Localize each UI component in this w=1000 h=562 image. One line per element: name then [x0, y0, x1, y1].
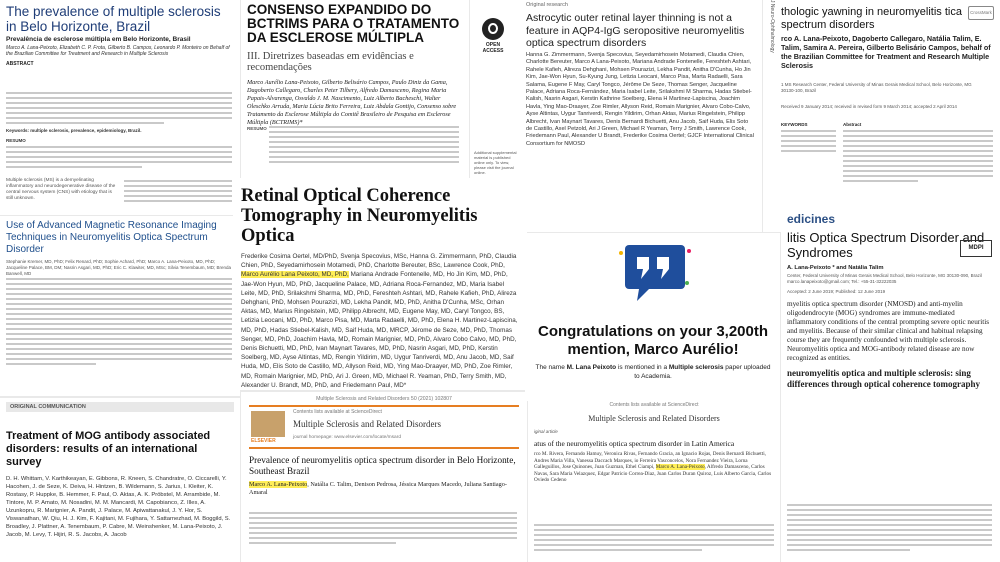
article-panel-oct [233, 178, 527, 390]
article-panel-nmosd-bh [241, 392, 527, 562]
article-subtitle: Prevalência de esclerose múltipla em Belo Horizonte, Brasil [6, 36, 191, 43]
resumo-text-lines [269, 126, 459, 166]
article-title: Retinal Optical Coherence Tomography in Neuromyelitis Optica [241, 186, 478, 246]
article-panel-mog-treatment [0, 398, 240, 562]
article-authors: Marco A. Lana-Peixoto, Natália C. Talim, Denison Pedrosa, Jéssica Marques Macedo, Juliana Santiago-Amaral [249, 481, 507, 496]
highlighted-author: Marco A. Lana-Peixoto [655, 464, 705, 471]
affiliations: 1 MS Research Center, Federal University of Minas Gerais Medical School, Belo Horizonte, MG 30130-100, Brazil [781, 82, 972, 93]
email: marco.lanapeixoto@gmail.com; Tel.: +55-31-32222035 [787, 278, 897, 284]
article-title: CONSENSO EXPANDIDO DO BCTRIMS PARA O TRATAMENTO DA ESCLEROSE MÚLTIPLA [247, 2, 460, 45]
abstract-text-lines [6, 92, 232, 127]
article-title: Astrocytic outer retinal layer thinning is not a feature in AQP4-IgG seropositive neuromyelitis optica spectrum disorders [526, 12, 745, 49]
journal-title: Multiple Sclerosis and Related Disorders [293, 419, 441, 429]
abstract-label: ABSTRACT [6, 61, 34, 67]
elsevier-logo [251, 411, 285, 437]
abstract-text-lines [843, 130, 993, 185]
article-type: Original research [526, 2, 568, 8]
article-title: thologic yawning in neuromyelitis tica spectrum disorders [781, 6, 962, 31]
journal-citation: Multiple Sclerosis and Related Disorders 50 (2021) 102807 [316, 396, 452, 402]
keywords-label: KEYWORDS [781, 122, 808, 127]
keywords: Keywords: multiple sclerosis, prevalence, epidemiology, Brazil. [6, 128, 142, 133]
journal-title: Multiple Sclerosis and Related Disorders [588, 414, 720, 423]
article-title: Use of Advanced Magnetic Resonance Imaging Techniques in Neuromyelitis Optica Spectrum Disorder [6, 220, 217, 255]
keywords-lines [781, 130, 836, 155]
article-authors: rco M. Rivera, Fernando Hamuy, Veronica Rivas, Fernando Gracia, an Ignacio Rojas, Denis Bernardi Bichuetti, Andres Maria Villa, Vanessa Daccach Marques, io Ferreira Vasconcelos, Nora Fernandez Vieira, Lorna Galleguillos, Jose Quinones, Juan Guzman, Ethel Ciampi, Marco A. Lana-Peixoto, Alfredo Damasceno, Carlos Navas, Sara Maria Velazquez, Edgar Patricio Correa-Diaz, Juan Carlos Duran Quiroz, Luis Alberto Garcia, Carlos Oviedo Cedeno [534, 451, 772, 484]
article-label: iginal article [534, 429, 558, 434]
highlighted-author: Marco A. Lana-Peixoto [249, 481, 308, 488]
mdpi-logo: MDPI [960, 240, 992, 257]
column-text-lines [124, 180, 232, 205]
affiliation: Center, Federal University of Minas Gerais Medical School, Belo Horizonte, MG 30130-090, Brazil [787, 272, 982, 278]
mention-message: The name M. Lana Peixoto is mentioned in a Multiple sclerosis paper uploaded to Academia. [535, 364, 771, 380]
dates: Accepted: 2 June 2019; Published: 12 June 2019 [787, 288, 886, 294]
article-authors: Marco Aurélio Lana-Peixoto, Gilberto Belisário Campos, Paulo Diniz da Gama, Dagoberto Callegaro, Charles Peter Tilbery, Alfredo Damasceno, Regina Maria Papais-Alvarenga, Osvaldo J. M. Nascimento, Luiz Alberto Bacheschi, Walter Oleschko Arruda, Maria Lúcia Brito Ferreira, Luiz Abdala Gontijo, Consenso sobre Tratamento da Esclerose Múltipla do Comitê Brasileiro de Pesquisa em Esclerose Múltipla (BCTRIMS)* [247, 79, 457, 126]
academia-mention-card [525, 233, 780, 401]
body-text-lines [534, 524, 774, 554]
contents-list: Contents lists available at ScienceDirect [293, 409, 382, 415]
resumo-label: RESUMO [6, 138, 26, 143]
resumo-label: RESUMO [247, 126, 267, 131]
journal-vertical-label: J Neuro-Ophthalmology [769, 0, 775, 53]
article-panel-nmosd-mog [781, 208, 1000, 562]
open-access-icon [482, 18, 504, 40]
article-authors: Marco A. Lana-Peixoto, Elizabeth C. P. Frota, Gilberto B. Campos, Leonardo P. Monteiro on Behalf of the Brazilian Committee for Treatment and Research in Multiple Sclerosis [6, 45, 230, 57]
quote-icon [619, 243, 691, 303]
article-title: Treatment of MOG antibody associated disorders: results of an international survey [6, 430, 211, 468]
article-authors: rco A. Lana-Peixoto, Dagoberto Callegaro, Natália Talim, E. Talim, Samira A. Pereira, Gilberto Belisário Campos, behalf of the Brazilian Committee for Treatment and Research Multiple Sclerosis [781, 34, 991, 70]
abstract-label: Abstract [843, 122, 862, 127]
article-authors: Stephanie Kremer, MD, PhD; Felix Renard, PhD; Sophie Achard, PhD; Marco A. Lana-Peixoto, MD, PhD; Jacqueline Palace, BM, DM; Nasrin Asgari, MD, PhD; Eric C. Klawiter, MD, MSc; Silvia Tenembaum, MD; Brenda Banwell, MD [6, 259, 231, 276]
journal-header [249, 405, 519, 449]
body-text-lines [249, 512, 517, 547]
contents-list: Contents lists available at ScienceDirect [609, 402, 699, 408]
journal-name: edicines [787, 212, 836, 226]
article-subtitle: III. Diretrizes baseadas em evidências e recomendações [247, 51, 414, 73]
article-title: The prevalence of multiple sclerosis in Belo Horizonte, Brazil [6, 4, 221, 34]
article-panel-ms-prevalence [0, 0, 240, 215]
supplemental-note: Additional supplemental material is published online only. To view, please visit the journal online. [474, 150, 517, 175]
article-panel-mri [0, 216, 240, 396]
highlighted-author: Marco Aurélio Lana Peixoto, MD, PhD, [241, 271, 349, 279]
article-authors: Hanna G. Zimmermann, Svenja Specovius, Seyedamirhosein Motamedi, Claudia Chien, Charlotte Bereuter, Marco A Lana-Peixoto, Mariana Andrade Fontenelle, Fereshteh Ashtari, Rahele Kafieh, Alireza Dehghani, Mohsen Pourazizi, Lekha Pandit, Anitha D'Cunha, Ho Jin Kim, Jae-Won Hyun, Su-Kyung Jung, Letizia Leocani, Marco Pisa, Marta Radaelli, Sara Salama, Eugene F May, Caryl Tongco, Jérôme De Seze, Thomas Senger, Jacqueline Palace, Adriana Roca-Fernández, Maria Isabel Leite, Srilakshmi M Sharma, Hadas Stiebel-Kalish, Nasrin Asgari, Kerstin Kathrine Soelberg, Elena H Martinez-Lapiscina, Joachim Havla, Ying Mao-Draayer, Zoe Rimler, Allyson Reid, Romain Marignier, Alvaro Cobo-Calvo, Ayse Altintas, Uygur Tanriverdi, Rengin Yildirim, Orhan Aktas, Marius Ringelstein, Philipp Albrecht, Ivan Maynart Tavares, Denis Bernardi Bichuetti, Anu Jacob, Saif Huda, Elis Soto de Castillo, Axel Petzold, Ari J Green, Michael R Yeaman, Terry J Smith, Lawrence Cook, Friedemann Paul, Alexander U Brandt, Frederike Cosima Oertel; GJCF International Clinical Consortium for NMOSD [526, 52, 754, 147]
article-panel-latin-america [528, 398, 780, 562]
article-panel-bctrims [241, 0, 469, 208]
section-heading: neuromyelitis optica and multiple sclerosis: sing differences through optical coherence tomography [787, 367, 980, 389]
intro-text: Multiple sclerosis (MS) is a demyelinating inflammatory and neurodegenerative disease of the central nervous system (CNS) with etiology that is still unknown. [6, 178, 116, 201]
article-title: atus of the neuromyelitis optica spectrum disorder in Latin America [534, 439, 735, 448]
article-category: ORIGINAL COMMUNICATION [6, 402, 234, 412]
article-authors: D. H. Whittam, V. Karthikeayan, E. Gibbons, R. Kneen, S. Chandratre, O. Ciccarelli, Y. Hacohen, J. de Seze, K. Deiva, H. Hintzen, B. Wildemann, S. Jarius, I. Kleiter, K. Rostasy, P. Huppke, B. Hemmer, F. Paul, O. Aktas, A. K. Pröbstel, M. Arrambide, M. Tintore, M. P. Amato, M. Nosadini, M. M. Mancardi, M. Capobianco, Z. Illes, A. Uzunkopru, R. Marignier, A. Pandit, J. Palace, M. Apiwattanakul, J. Y. Hor, S. Viswanathan, W. Qiu, H. J. Kim, F. Kajitani, M. Fujihara, Y. Sattarnezhad, M. Boggild, S. Broadley, J. Plattner, A. Tenembaum, P. Cabre, M. Weinshenker, M. Lana-Peixoto, J. Jacob, M. Levy, T. Hijiri, R. S. Jacobs, A. Jacob [6, 476, 231, 538]
journal-homepage: journal homepage: www.elsevier.com/locate/msard [293, 435, 401, 440]
article-title: Prevalence of neuromyelitis optica spectrum disorder in Belo Horizonte, Southeast Brazil [249, 455, 516, 476]
open-access-badge: OPEN ACCESS [476, 18, 510, 54]
article-authors: A. Lana-Peixoto * and Natália Talim [787, 265, 884, 271]
body-text-lines [787, 504, 992, 554]
congrats-heading: Congratulations on your 3,200th mention, Marco Aurélio! [537, 323, 769, 358]
article-title: litis Optica Spectrum Disorder and Syndromes [787, 230, 985, 260]
publisher-name: ELSEVIER [251, 438, 276, 444]
crossmark-icon: CrossMark [968, 6, 994, 20]
resumo-text-lines [6, 146, 232, 171]
body-text-lines [6, 278, 232, 368]
received-dates: Received 9 January 2014; received in revised form 9 March 2014; accepted 2 April 2014 [781, 104, 957, 109]
abstract-text: myelitis optica spectrum disorder (NMOSD) and anti-myelin oligodendrocyte (MOG) syndromes are immune-mediated inflammatory conditions of the central prompting severe optic neuritis and myelitis. Because of their similar clinical and habitual relapsing course they are frequently confounded with multiple sclerosis. Neuromyelitis optica and MOG-antibody related disease are now recognized as entities. [787, 299, 989, 362]
article-authors: Frederike Cosima Oertel, MD/PhD, Svenja Specovius, MSc, Hanna G. Zimmermann, PhD, Claudia Chien, PhD, Seyedamirhosein Motamedi, PhD, Charlotte Bereuter, BSc, Lawrence Cook, PhD, Marco Aurélio Lana Peixoto, MD, PhD, Mariana Andrade Fontenelle, MD, Ho Jin Kim, MD, PhD, Jae-Won Hyun, MD, PhD, Jacqueline Palace, MD, Adriana Roca-Fernandez, MD, Maria Isabel Leite, MD, PhD, Srilakshmi Sharma, MD, PhD, Fereshteh Ashtari, MD, Rahele Kafieh, PhD, Alireza Dehghani, PhD, Mohsen Pourazizi, MD, Lekha Pandit, MD, PhD, Anitha D'Cunha, MSc, Orhan Aktas, MD, Marius Ringelstein, MD, Philipp Albrecht, MD, Eugene May, MD, Caryl Tongco, BS, Letizia Leocani, MD, PhD, Marco Pisa, MD, Marta Radaelli, MD, PhD, Elena H. Martinez-Lapiscina, MD, PhD, Hadas Stiebel-Kalish, MD, Saif Huda, MD, MRCP, Jérome de Seze, MD, PhD, Thomas Senger, MD, PhD, Joachim Havla, MD, Romain Marignier, MD, PhD, Alvaro Cobo Calvo, MD, PhD, Denis Bichuetti, MD, PhD, Ivan Maynart Tavares, MD, PhD, Nasrin Asgari, MD, PhD, Kerstin Soelberg, MD, Ayse Altintas, MD, Rengin Yildirim, MD, Uygur Tanriverdi, MD, Anu Jacob, MD, Saif Huda, MD, Elis Soto de Castillo, MD, Allyson Reid, MD, Ying Mao-Draayer, MD, PhD, Zoe Rimler, MD, Romain Marignier, MD, PhD, Ari J. Green, MD, Michael R. Yeaman, PhD, Terry Smith, MD, Alexander U. Brandt, MD, PhD, and Friedemann Paul, MD* [241, 253, 518, 389]
article-panel-yawning [763, 0, 1000, 232]
